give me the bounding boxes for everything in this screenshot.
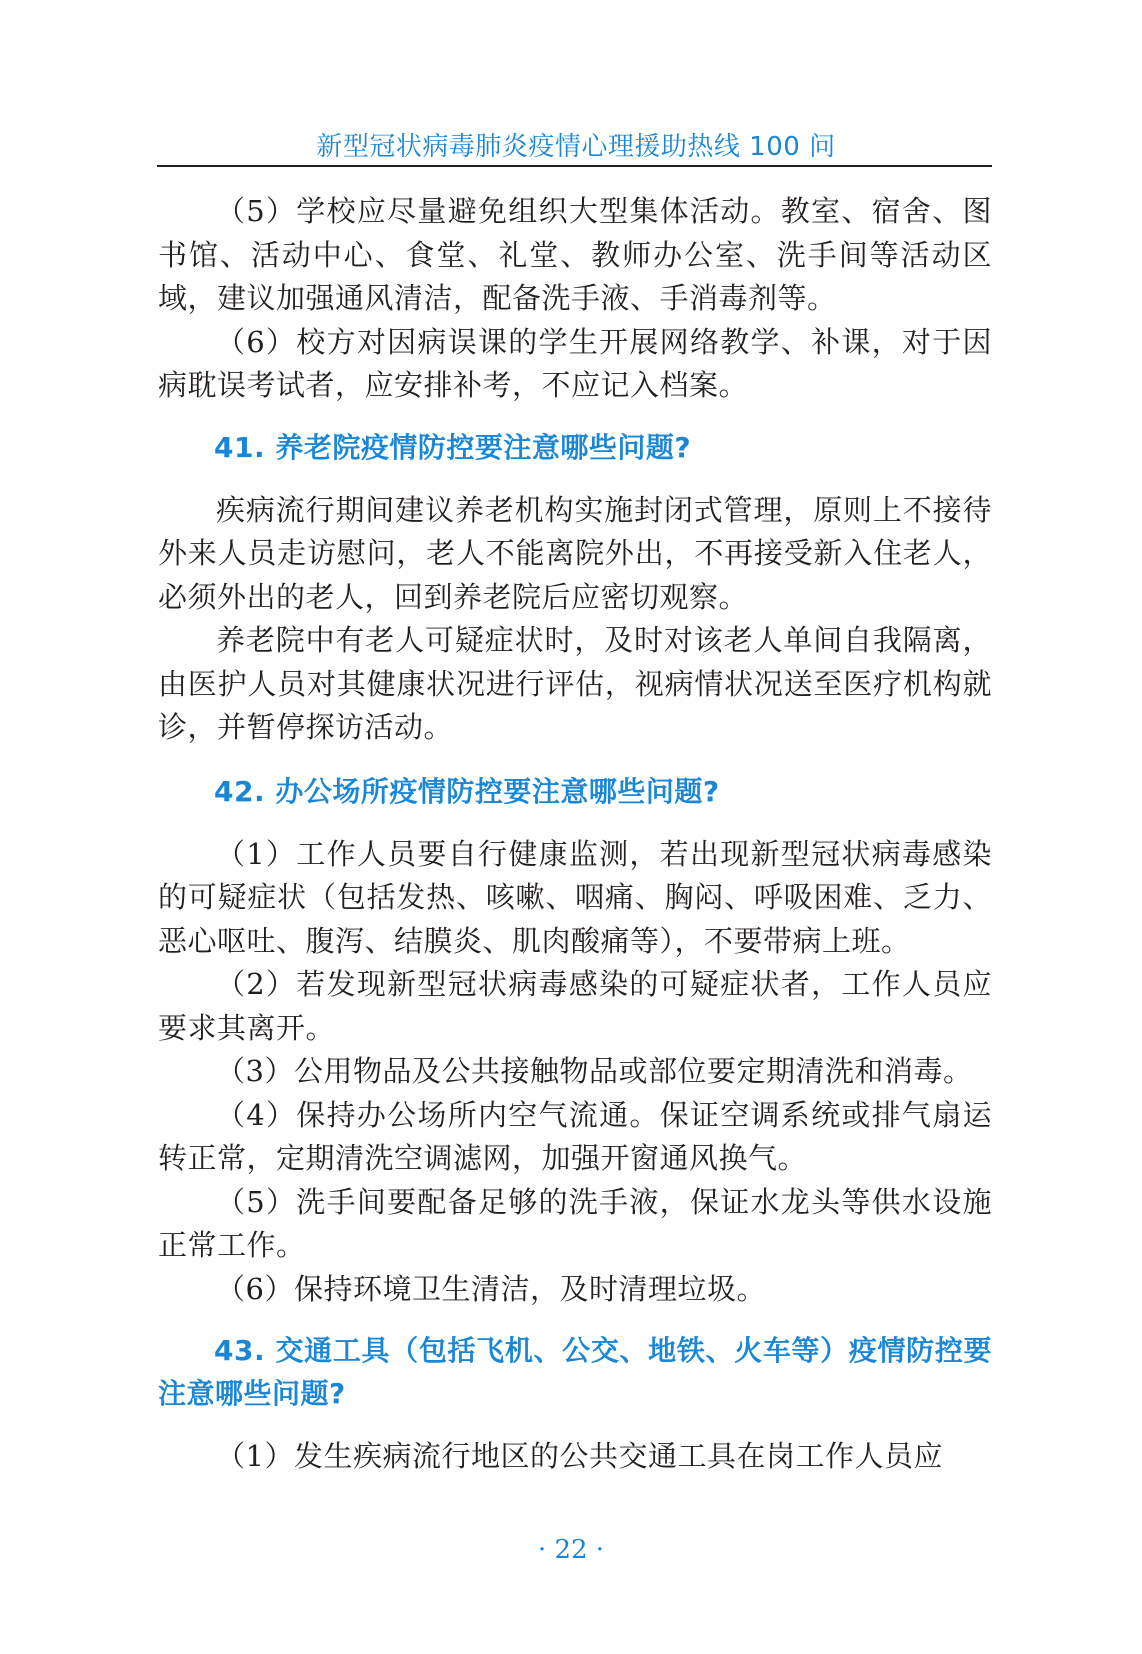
- page-number: · 22 ·: [537, 1535, 605, 1565]
- paragraph-43-1: （1）发生疾病流行地区的公共交通工具在岗工作人员应: [216, 1439, 943, 1473]
- paragraph-41-2: 养老院中有老人可疑症状时，及时对该老人单间自我隔离，由医护人员对其健康状况进行评估，视病情状况送至医疗机构就诊，并暂停探访活动。: [158, 623, 992, 744]
- paragraph-42-6: （6）保持环境卫生清洁，及时清理垃圾。: [216, 1271, 766, 1306]
- question-42-heading: 42. 办公场所疫情防控要注意哪些问题?: [214, 774, 720, 808]
- paragraph-42-4: （4）保持办公场所内空气流通。保证空调系统或排气扇运转正常，定期清洗空调滤网，加强开窗通风换气。: [158, 1097, 992, 1175]
- paragraph-40-6: （6）校方对因病误课的学生开展网络教学、补课，对于因病耽误考试者，应安排补考，不应记入档案。: [158, 324, 992, 402]
- question-43-heading: 43. 交通工具（包括飞机、公交、地铁、火车等）疫情防控要注意哪些问题?: [158, 1334, 992, 1410]
- running-head: 新型冠状病毒肺炎疫情心理援助热线 100 问: [316, 132, 836, 162]
- paragraph-42-1: （1）工作人员要自行健康监测，若出现新型冠状病毒感染的可疑症状（包括发热、咳嗽、咽痛、胸闷、呼吸困难、乏力、恶心呕吐、腹泻、结膜炎、肌肉酸痛等），不要带病上班。: [158, 836, 992, 958]
- header-rule: [157, 165, 992, 167]
- paragraph-42-3: （3）公用物品及公共接触物品或部位要定期清洗和消毒。: [216, 1054, 973, 1088]
- paragraph-40-5: （5）学校应尽量避免组织大型集体活动。教室、宿舍、图书馆、活动中心、食堂、礼堂、教师办公室、洗手间等活动区域，建议加强通风清洁，配备洗手液、手消毒剂等。: [158, 194, 992, 315]
- paragraph-41-1: 疾病流行期间建议养老机构实施封闭式管理，原则上不接待外来人员走访慰问，老人不能离院外出，不再接受新入住老人，必须外出的老人，回到养老院后应密切观察。: [158, 492, 992, 614]
- paragraph-42-2: （2）若发现新型冠状病毒感染的可疑症状者，工作人员应要求其离开。: [158, 967, 992, 1045]
- question-41-heading: 41. 养老院疫情防控要注意哪些问题?: [214, 430, 692, 464]
- page-content: [158, 190, 992, 1479]
- paragraph-42-5: （5）洗手间要配备足够的洗手液，保证水龙头等供水设施正常工作。: [158, 1184, 992, 1262]
